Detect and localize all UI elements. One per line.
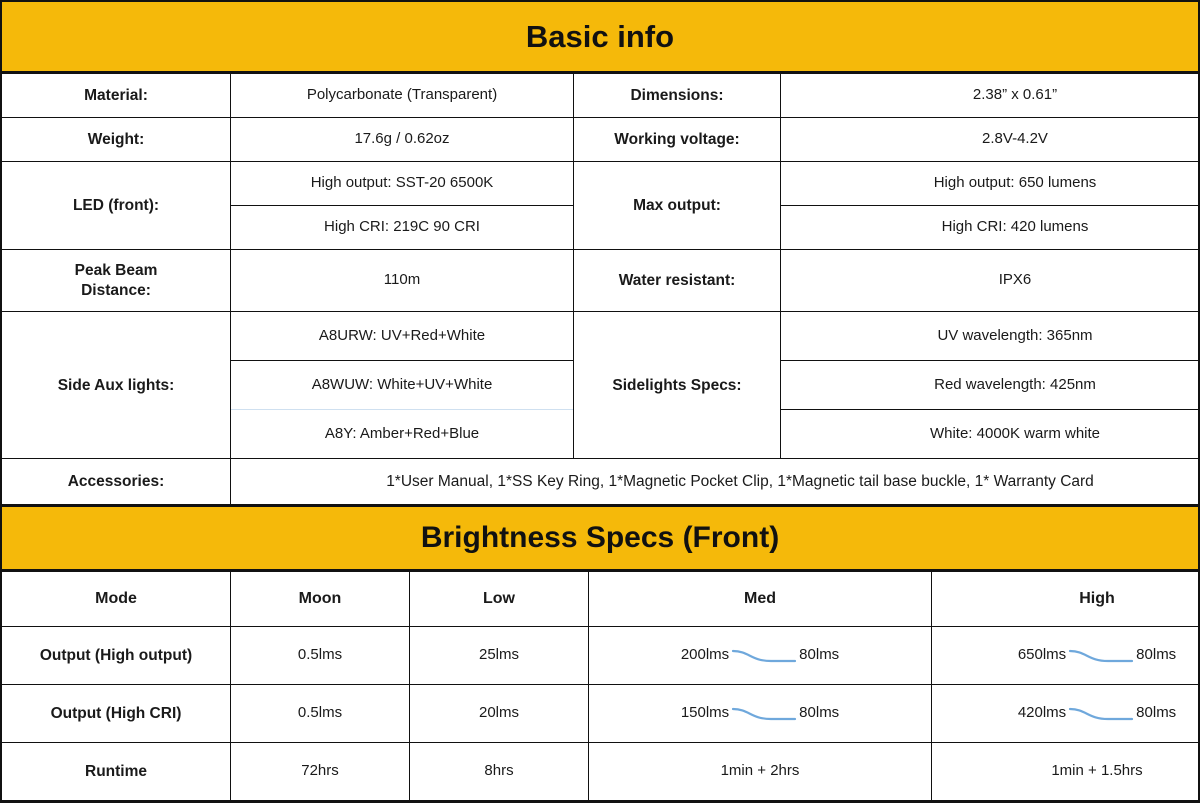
column-header-mode: Mode [2,572,231,627]
output-high-cri-low: 20lms [410,685,589,743]
row-label-output-high-output: Output (High output) [2,627,231,685]
runtime-med: 1min + 2hrs [589,743,932,801]
output-high-cri-med [589,685,932,743]
table-row [2,74,1200,118]
working-voltage-value: 2.8V-4.2V [781,118,1200,162]
column-header-low: Low [410,572,589,627]
stepdown-arrow-icon [1068,705,1134,723]
max-output-label: Max output: [574,162,781,250]
sidelights-value-2: Red wavelength: 425nm [781,361,1200,410]
table-header-row [2,572,1200,627]
runtime-moon: 72hrs [231,743,410,801]
led-front-values [231,162,574,250]
water-resistant-label: Water resistant: [574,250,781,312]
high-end-value: 80lms [1136,704,1177,722]
water-resistant-value: IPX6 [781,250,1200,312]
high-start-value: 650lms [1017,646,1067,664]
row-label-output-high-cri: Output (High CRI) [2,685,231,743]
high-end-value: 80lms [1136,646,1177,664]
output-high-cri-moon: 0.5lms [231,685,410,743]
side-aux-value-3: A8Y: Amber+Red+Blue [324,424,480,442]
runtime-high: 1min + 1.5hrs [932,743,1200,801]
output-high-output-moon: 0.5lms [231,627,410,685]
led-front-value-2: High CRI: 219C 90 CRI [324,218,480,236]
side-aux-lights-values [231,312,574,459]
led-front-value-1: High output: SST-20 6500K [231,162,573,206]
led-front-label: LED (front): [2,162,231,250]
column-header-moon: Moon [231,572,410,627]
side-aux-lights-label: Side Aux lights: [2,312,231,459]
max-output-value-1: High output: 650 lumens [781,162,1200,206]
working-voltage-label: Working voltage: [574,118,781,162]
basic-info-table [2,73,1200,505]
peak-beam-distance-label-line1: Peak Beam [74,262,158,280]
sidelights-value-3: White: 4000K warm white [929,424,1101,442]
output-high-output-med [589,627,932,685]
table-row [2,685,1200,743]
sidelights-specs-values [781,312,1200,459]
accessories-value: 1*User Manual, 1*SS Key Ring, 1*Magnetic Pocket Clip, 1*Magnetic tail base buckle, 1* Warranty Card [231,459,1200,505]
peak-beam-distance-label-line2: Distance: [81,281,151,299]
column-header-high: High [932,572,1200,627]
material-label: Material: [2,74,231,118]
med-start-value: 200lms [680,646,730,664]
weight-label: Weight: [2,118,231,162]
output-high-cri-high [932,685,1200,743]
med-end-value: 80lms [799,704,840,722]
table-row [2,743,1200,801]
dimensions-value: 2.38” x 0.61” [781,74,1200,118]
sidelights-specs-label: Sidelights Specs: [574,312,781,459]
weight-value: 17.6g / 0.62oz [231,118,574,162]
med-start-value: 150lms [680,704,730,722]
output-high-output-high [932,627,1200,685]
table-row [2,118,1200,162]
table-row [2,312,1200,459]
dimensions-label: Dimensions: [574,74,781,118]
peak-beam-distance-label [2,250,231,312]
stepdown-arrow-icon [1068,647,1134,665]
stepdown-arrow-icon [731,647,797,665]
runtime-low: 8hrs [410,743,589,801]
sidelights-value-1: UV wavelength: 365nm [781,312,1200,361]
brightness-header: Brightness Specs (Front) [2,505,1198,571]
table-row [2,627,1200,685]
max-output-values [781,162,1200,250]
stepdown-arrow-icon [731,705,797,723]
side-aux-value-2: A8WUW: White+UV+White [231,361,573,410]
output-high-output-low: 25lms [410,627,589,685]
column-header-med: Med [589,572,932,627]
row-label-runtime: Runtime [2,743,231,801]
table-row [2,250,1200,312]
peak-beam-distance-value: 110m [231,250,574,312]
side-aux-value-1: A8URW: UV+Red+White [231,312,573,361]
max-output-value-2: High CRI: 420 lumens [941,218,1089,236]
table-row [2,459,1200,505]
accessories-label: Accessories: [2,459,231,505]
brightness-table [2,571,1200,801]
basic-info-header: Basic info [2,2,1198,73]
table-row [2,162,1200,250]
med-end-value: 80lms [799,646,840,664]
material-value: Polycarbonate (Transparent) [231,74,574,118]
high-start-value: 420lms [1017,704,1067,722]
